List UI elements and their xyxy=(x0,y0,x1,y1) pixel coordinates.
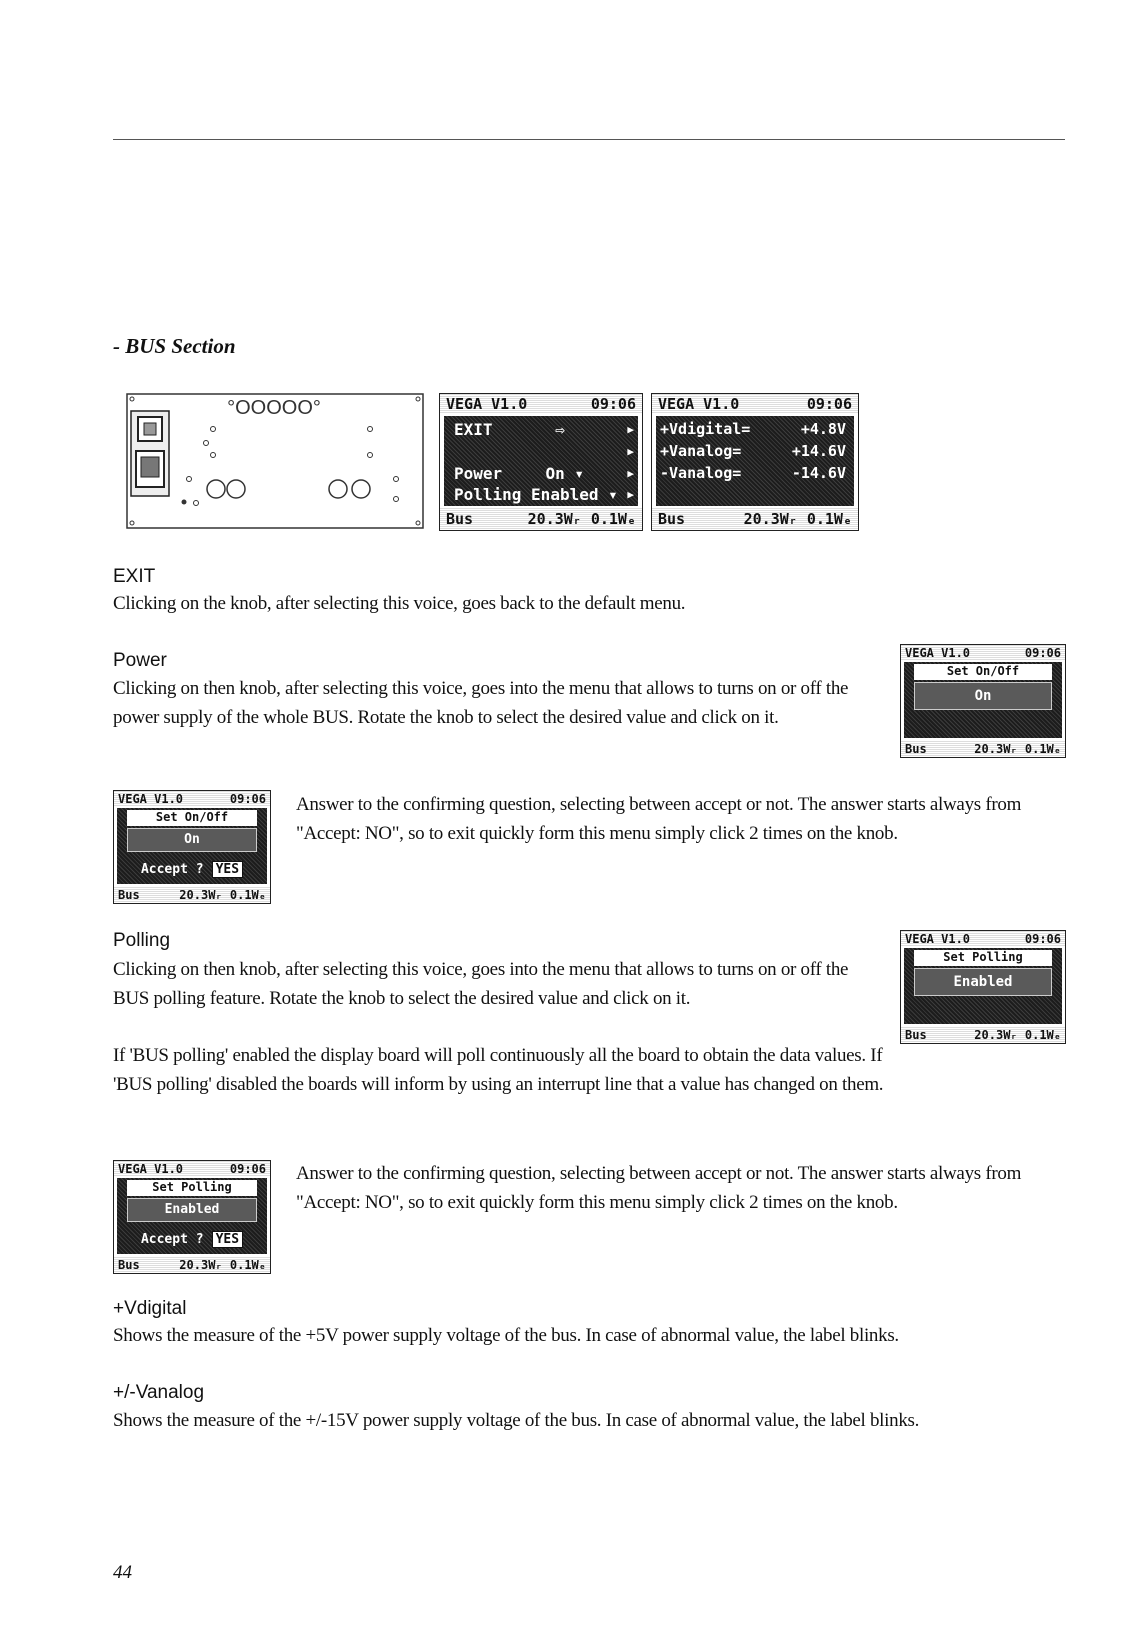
lcd-bus-values: 20.3Wᵣ 0.1Wₑ xyxy=(527,510,636,528)
lcd-title: VEGA V1.0 xyxy=(658,395,740,413)
lcd-power-accept xyxy=(113,790,271,904)
accept-label: Accept ? xyxy=(140,1231,204,1247)
menu-polling-value: Enabled ▾ xyxy=(531,484,618,504)
measure-vdigital-value: +4.8V xyxy=(800,420,846,438)
set-polling-title: Set Polling xyxy=(914,950,1052,966)
polling-text: Clicking on then knob, after selecting this voice, goes into the menu that allows to turns on or off the BUS polling feature. Rotate the knob to select the desired value and click on it. xyxy=(113,959,849,1009)
vanalog-heading: +/-Vanalog xyxy=(113,1382,205,1403)
menu-polling-label: Polling xyxy=(454,484,522,504)
panel-connector-label: °OOOOO° xyxy=(227,397,321,419)
yes-option: YES xyxy=(212,1231,243,1248)
measure-vanalog-pos-value: +14.6V xyxy=(791,442,846,460)
lcd-power-set xyxy=(900,644,1066,758)
menu-power-label: Power xyxy=(454,463,503,483)
exit-text: Clicking on the knob, after selecting this voice, goes back to the default menu. xyxy=(113,593,686,614)
lcd-title: VEGA V1.0 xyxy=(118,1162,184,1176)
on-option: On xyxy=(127,828,257,852)
vdigital-heading: +Vdigital xyxy=(113,1298,187,1319)
lcd-title: VEGA V1.0 xyxy=(118,792,184,806)
accept-label: Accept ? xyxy=(140,861,204,877)
menu-power-value: On ▾ xyxy=(545,463,585,483)
lcd-bus-label: Bus xyxy=(905,741,927,756)
lcd-bus-label: Bus xyxy=(446,510,474,528)
menu-arrow-icon: ▶ xyxy=(627,444,634,458)
power-heading: Power xyxy=(113,650,167,671)
enabled-option: Enabled xyxy=(914,968,1052,996)
polling-heading: Polling xyxy=(113,930,171,951)
set-onoff-title: Set On/Off xyxy=(914,664,1052,680)
lcd-title: VEGA V1.0 xyxy=(446,395,528,413)
power-confirm-text: Answer to the confirming question, selecting between accept or not. The answer starts always from "Accept: NO", so to exit quickly form this menu simply click 2 times on the knob. xyxy=(296,794,1022,844)
rear-panel-drawing xyxy=(126,393,424,529)
lcd-bus-label: Bus xyxy=(658,510,686,528)
lcd-title: VEGA V1.0 xyxy=(905,646,971,660)
set-polling-title: Set Polling xyxy=(127,1180,257,1196)
lcd-time: 09:06 xyxy=(229,1162,266,1176)
rear-panel-illustration xyxy=(126,393,424,529)
menu-arrow-icon: ▶ xyxy=(627,466,634,480)
lcd-bus-values: 20.3Wᵣ 0.1Wₑ xyxy=(179,1257,266,1272)
lcd-bus-label: Bus xyxy=(118,1257,140,1272)
lcd-bus-values: 20.3Wᵣ 0.1Wₑ xyxy=(974,741,1061,756)
lcd-time: 09:06 xyxy=(1024,932,1061,946)
power-text: Clicking on then knob, after selecting this voice, goes into the menu that allows to turns on or off the power supply of the whole BUS. Rotate the knob to select the desired value and click on it. xyxy=(113,678,849,728)
vanalog-text: Shows the measure of the +/-15V power supply voltage of the bus. In case of abnormal value, the label blinks. xyxy=(113,1410,920,1431)
lcd-bus-label: Bus xyxy=(905,1027,927,1042)
lcd-title: VEGA V1.0 xyxy=(905,932,971,946)
lcd-bus-values: 20.3Wᵣ 0.1Wₑ xyxy=(743,510,852,528)
menu-arrow-icon: ▶ xyxy=(627,422,634,436)
exit-heading: EXIT xyxy=(113,566,156,587)
lcd-time: 09:06 xyxy=(590,395,636,413)
measure-vanalog-pos-label: +Vanalog= xyxy=(660,442,742,460)
vdigital-text: Shows the measure of the +5V power supply voltage of the bus. In case of abnormal value, the label blinks. xyxy=(113,1325,899,1346)
lcd-bus-label: Bus xyxy=(118,887,140,902)
set-onoff-title: Set On/Off xyxy=(127,810,257,826)
enabled-option: Enabled xyxy=(127,1198,257,1222)
menu-exit-label: EXIT xyxy=(454,419,493,439)
lcd-bus-values: 20.3Wᵣ 0.1Wₑ xyxy=(179,887,266,902)
lcd-polling-set xyxy=(900,930,1066,1044)
section-title: - BUS Section xyxy=(113,334,236,358)
menu-arrow-icon: ▶ xyxy=(627,487,634,501)
page-number: 44 xyxy=(113,1562,132,1583)
lcd-polling-accept xyxy=(113,1160,271,1274)
polling-confirm-text: Answer to the confirming question, selecting between accept or not. The answer starts always from "Accept: NO", so to exit quickly form this menu simply click 2 times on the knob. xyxy=(296,1163,1022,1213)
measure-vdigital-label: +Vdigital= xyxy=(660,420,751,438)
lcd-time: 09:06 xyxy=(229,792,266,806)
measure-vanalog-neg-value: -14.6V xyxy=(791,464,846,482)
lcd-bus-menu xyxy=(439,393,643,531)
menu-exit-value: ⇨ xyxy=(555,419,565,439)
lcd-time: 09:06 xyxy=(1024,646,1061,660)
on-option: On xyxy=(914,682,1052,710)
polling-text-2: If 'BUS polling' enabled the display board will poll continuously all the board to obtain the data values. If 'BUS polling' disabled the boards will inform by using an interrupt line that a value has changed on them. xyxy=(113,1045,884,1095)
measure-vanalog-neg-label: -Vanalog= xyxy=(660,464,742,482)
header-rule xyxy=(113,139,1065,140)
lcd-time: 09:06 xyxy=(806,395,852,413)
lcd-bus-measures xyxy=(651,393,859,531)
lcd-bus-values: 20.3Wᵣ 0.1Wₑ xyxy=(974,1027,1061,1042)
yes-option: YES xyxy=(212,861,243,878)
